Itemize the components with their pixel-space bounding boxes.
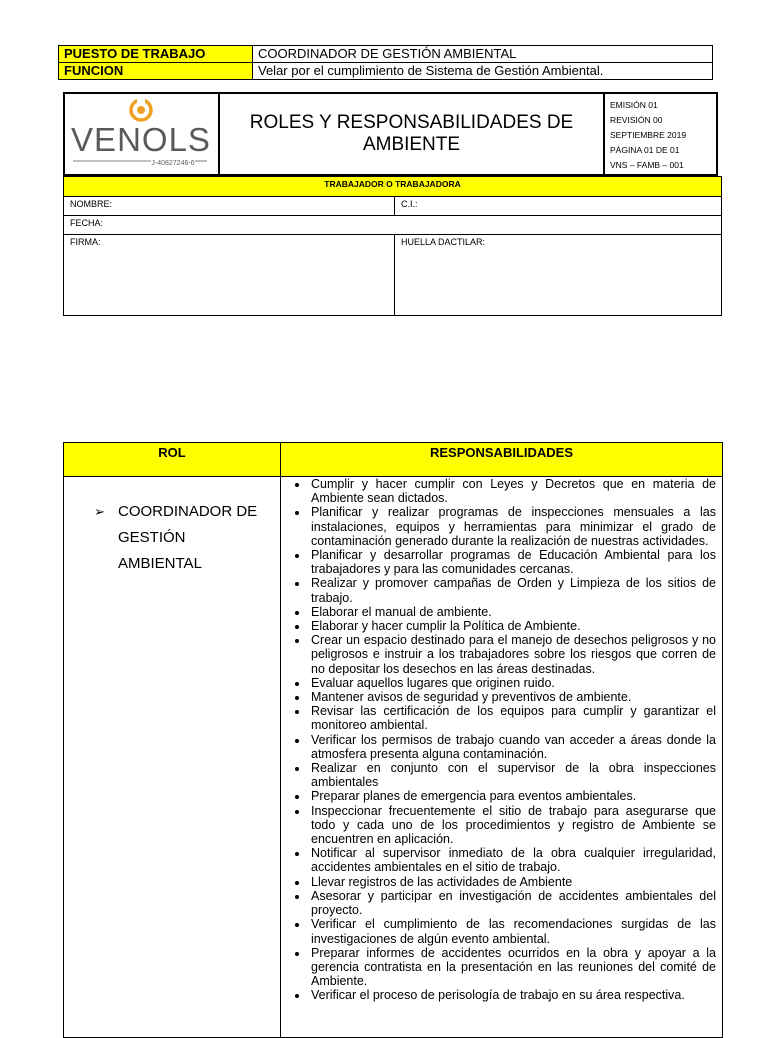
responsabilidad-item: • Asesorar y participar en investigación de accidentes ambientales del proyecto. (309, 889, 716, 917)
responsabilidad-item: • Verificar el cumplimiento de las recomendaciones surgidas de las investigaciones de algún evento ambiental. (309, 917, 716, 945)
responsabilidad-item: • Mantener avisos de seguridad y preventivos de ambiente. (309, 690, 716, 704)
puesto-value: COORDINADOR DE GESTIÓN AMBIENTAL (253, 46, 713, 63)
responsabilidad-item: • Elaborar el manual de ambiente. (309, 605, 716, 619)
rol-line-3: AMBIENTAL (118, 555, 202, 572)
rol-line-2: GESTIÓN (118, 529, 186, 546)
ci-field: C.I.: (395, 197, 722, 216)
arrow-bullet-icon: ➢ (94, 504, 105, 519)
responsabilidad-item: • Inspeccionar frecuentemente el sitio de trabajo para asegurarse que todo y cada uno de los procedimientos y registro de Ambiente se encuentren en aplicación. (309, 804, 716, 847)
worker-table (63, 176, 722, 316)
responsabilidad-item: • Llevar registros de las actividades de Ambiente (309, 875, 716, 889)
meta-pagina: PÁGINA 01 DE 01 (610, 145, 680, 155)
document-header (63, 92, 718, 176)
responsabilidad-item: • Crear un espacio destinado para el manejo de desechos peligrosos y no peligrosos e instruir a los trabajadores sobre los riesgos que corren de no depositar los desechos en las áreas destinadas. (309, 633, 716, 676)
responsabilidad-item: • Revisar las certificación de los equipos para cumplir y garantizar el monitoreo ambiental. (309, 704, 716, 732)
firma-field: FIRMA: (64, 235, 395, 316)
responsabilidad-item: • Realizar en conjunto con el supervisor de la obra inspecciones ambientales (309, 761, 716, 789)
rol-line-1: COORDINADOR DE (118, 503, 258, 520)
responsabilidad-item: • Evaluar aquellos lugares que originen ruido. (309, 676, 716, 690)
responsabilidad-item: • Preparar informes de accidentes ocurridos en la obra y apoyar a la gerencia contratista en la presentación en las reuniones del comité de Ambiente. (309, 946, 716, 989)
rol-cell (64, 477, 281, 1038)
job-info-table (58, 45, 713, 80)
meta-codigo: VNS – FAMB – 001 (610, 160, 684, 170)
col-rol-header: ROL (64, 443, 281, 477)
responsabilidad-item: • Preparar planes de emergencia para eventos ambientales. (309, 789, 716, 803)
huella-field: HUELLA DACTILAR: (395, 235, 722, 316)
nombre-field: NOMBRE: (64, 197, 395, 216)
document-title: ROLES Y RESPONSABILIDADES DE AMBIENTE (220, 94, 605, 174)
fecha-field: FECHA: (64, 216, 722, 235)
responsabilidad-item: • Elaborar y hacer cumplir la Política de Ambiente. (309, 619, 716, 633)
logo-wordmark: VENOLS (71, 121, 211, 158)
responsabilidades-cell (281, 477, 723, 1038)
responsabilidad-item: • Cumplir y hacer cumplir con Leyes y Decretos que en materia de Ambiente sean dictados. (309, 477, 716, 505)
meta-revision: REVISIÓN 00 (610, 115, 663, 125)
document-meta (605, 94, 716, 174)
responsabilidad-item: • Planificar y desarrollar programas de Educación Ambiental para los trabajadores y para las comunidades cercanas. (309, 548, 716, 576)
worker-section-title: TRABAJADOR O TRABAJADORA (64, 177, 722, 197)
responsabilidades-list (281, 477, 722, 1003)
logo-rif: J-40827246-6 (151, 160, 195, 167)
meta-fecha: SEPTIEMBRE 2019 (610, 130, 687, 140)
logo-cell (65, 94, 220, 174)
col-resp-header: RESPONSABILIDADES (281, 443, 723, 477)
responsabilidad-item: • Verificar los permisos de trabajo cuando van acceder a áreas donde la atmosfera presenta alguna contaminación. (309, 733, 716, 761)
meta-emision: EMISIÓN 01 (610, 100, 658, 110)
responsabilidad-item: • Realizar y promover campañas de Orden y Limpieza de los sitios de trabajo. (309, 576, 716, 604)
responsabilidad-item: • Planificar y realizar programas de inspecciones mensuales a las instalaciones, equipos y herramientas para minimizar el grado de contaminación generado durante la realización de nuestras actividades. (309, 505, 716, 548)
funcion-value: Velar por el cumplimiento de Sistema de Gestión Ambiental. (253, 63, 713, 80)
roles-table (63, 442, 723, 1038)
puesto-label: PUESTO DE TRABAJO (59, 46, 253, 63)
funcion-label: FUNCION (59, 63, 253, 80)
venols-logo-icon (67, 95, 216, 175)
responsabilidad-item: • Verificar el proceso de perisología de trabajo en su área respectiva. (309, 988, 716, 1002)
responsabilidad-item: • Notificar al supervisor inmediato de la obra cualquier irregularidad, accidentes ambientales en el sitio de trabajo. (309, 846, 716, 874)
